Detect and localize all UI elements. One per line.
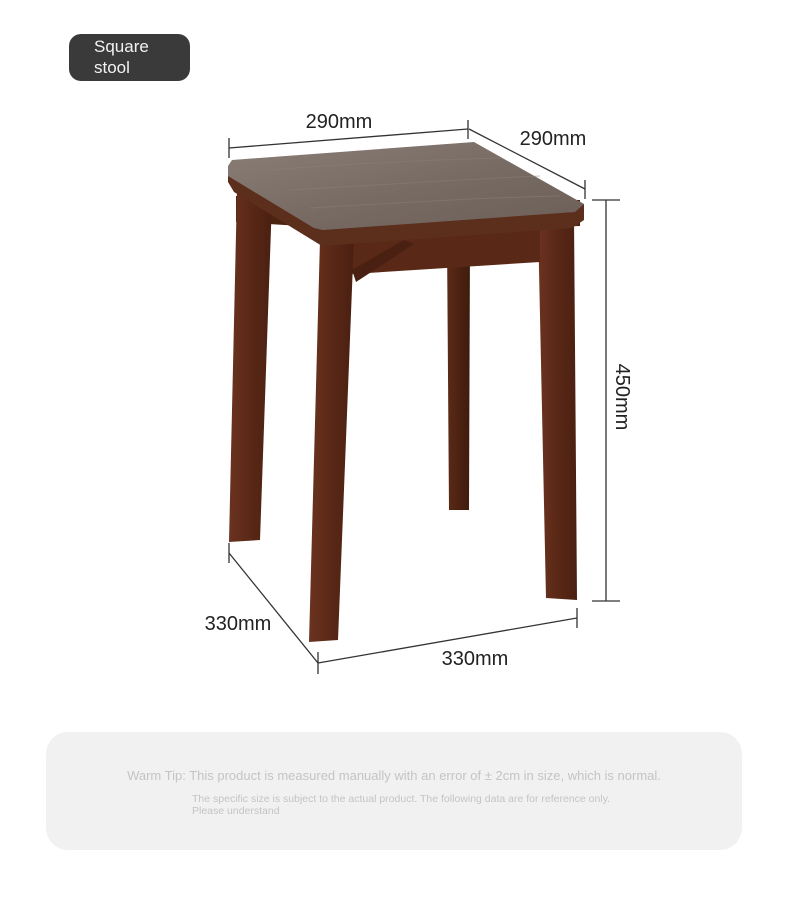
warm-tip-main: Warm Tip: This product is measured manually with an error of ± 2cm in size, which is normal. <box>127 768 661 783</box>
dim-label-height: 450mm <box>611 363 633 431</box>
warm-tip-sub-line-1: The specific size is subject to the actual product. The following data are for reference only. <box>192 793 611 805</box>
badge-line-1: Square <box>94 37 149 56</box>
warm-tip-box <box>46 732 742 850</box>
stool-left-leg <box>229 190 272 542</box>
dim-label-base-depth: 330mm <box>204 613 272 635</box>
warm-tip-sub <box>192 793 610 817</box>
dim-label-top-depth: 290mm <box>519 128 587 150</box>
warm-tip-sub-line-2: Please understand <box>192 805 280 817</box>
stool-illustration <box>228 142 584 642</box>
stool-right-leg <box>538 218 577 600</box>
dim-label-base-width: 330mm <box>441 648 509 670</box>
badge-line-2: stool <box>94 58 130 77</box>
stool-front-leg <box>309 238 354 642</box>
dim-line-base-depth <box>229 553 318 663</box>
dim-label-top-width: 290mm <box>305 111 373 133</box>
stool-back-leg <box>447 240 470 510</box>
